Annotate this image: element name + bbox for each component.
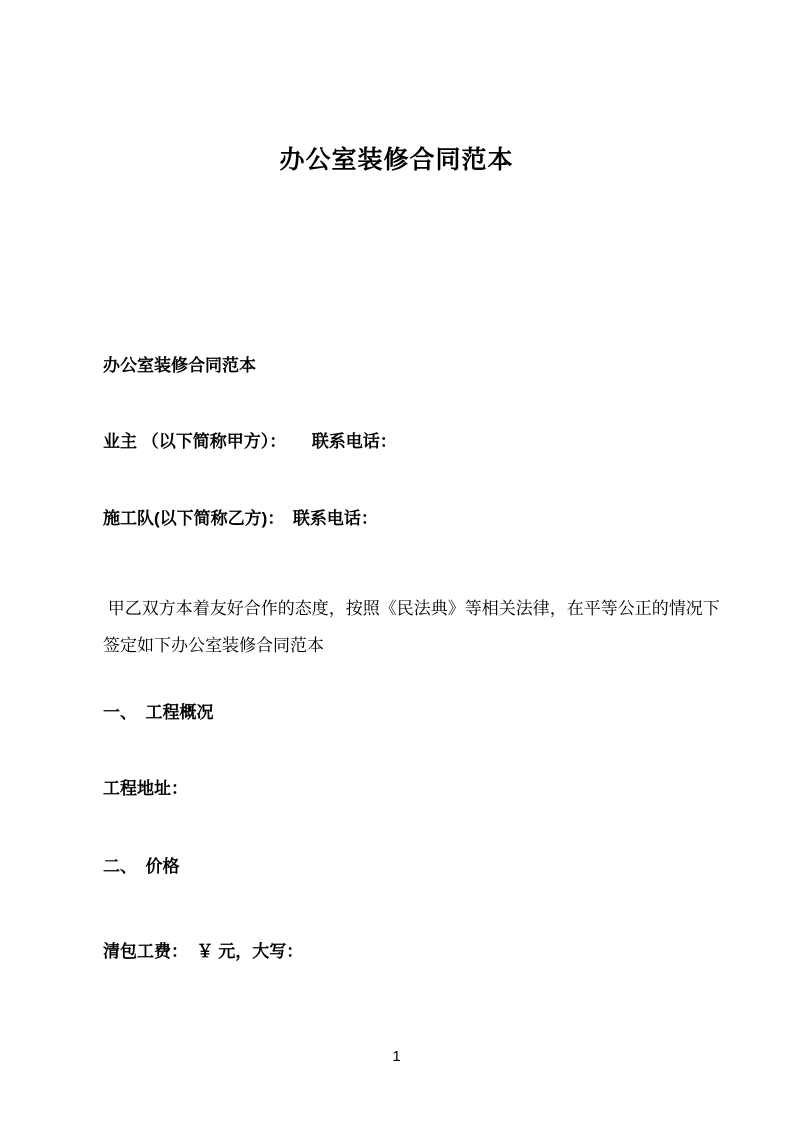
doc-subtitle: 办公室装修合同范本	[103, 356, 256, 375]
page-number: 1	[392, 1048, 401, 1065]
party-a-line: 业主 （以下简称甲方）： 联系电话：	[103, 432, 397, 451]
project-address-line: 工程地址：	[103, 779, 188, 798]
preamble-paragraph: 甲乙双方本着友好合作的态度，按照《民法典》等相关法律，在平等公正的情况下签定如下办公室装修合同范本	[103, 599, 720, 655]
section-2-heading: 二、 价格	[103, 857, 180, 876]
party-b-line: 施工队(以下简称乙方)： 联系电话：	[103, 509, 378, 528]
fee-line: 清包工费： ￥ 元，大写：	[103, 942, 304, 961]
section-1-heading: 一、 工程概况	[103, 703, 214, 722]
document-title: 办公室装修合同范本	[279, 146, 514, 174]
